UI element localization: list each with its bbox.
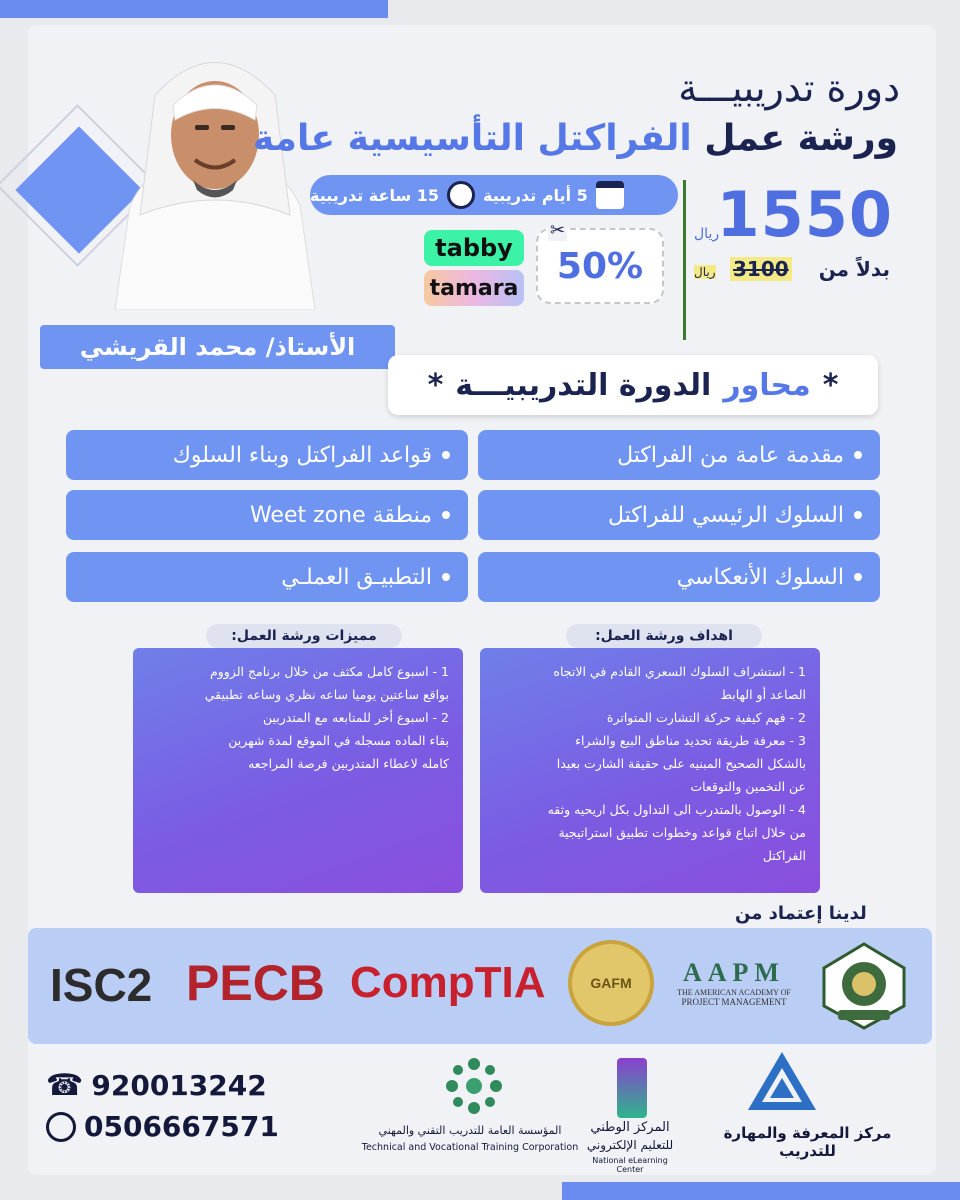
tvtc-name-ar: المؤسسة العامة للتدريب التقني والمهني <box>378 1124 562 1137</box>
instructor-photo <box>95 35 335 310</box>
feature-line: كامله لاعطاء المتدربين فرصة المراجعه <box>248 756 449 771</box>
goal-line: 4 - الوصول بالمتدرب الى التداول بكل اريحيه وثقه <box>547 802 806 817</box>
aapm-logo <box>664 958 804 1007</box>
axes-heading <box>388 355 878 415</box>
axes-heading-rest: الدورة التدريبيـــة <box>455 367 712 403</box>
goal-line: 1 - استشراف السلوك السعري القادم في الاتجاه <box>553 664 806 679</box>
phone-icon: ☎ <box>46 1068 84 1103</box>
axis-item-label: السلوك الرئيسي للفراكتل <box>607 502 844 528</box>
military-emblem <box>818 940 910 1032</box>
schedule-days: 5 أيام تدريبية <box>483 185 588 205</box>
axis-item-label: التطبيـق العملـي <box>281 564 432 590</box>
course-type: دورة تدريبيـــة <box>678 66 900 110</box>
star-icon: * <box>427 367 444 403</box>
goal-line: الفراكتل <box>762 848 806 863</box>
price-divider <box>683 180 686 340</box>
course-title <box>253 118 898 159</box>
axis-item <box>66 552 468 602</box>
whatsapp-number[interactable]: 0506667571 <box>84 1110 279 1143</box>
nelc-name-ar-2: للتعليم الإلكتروني <box>586 1138 674 1152</box>
old-price-value: 3100 <box>730 257 792 281</box>
tamara-label: tamara <box>429 275 519 301</box>
center-logo <box>746 1050 818 1112</box>
title-prefix: ورشة عمل <box>704 118 898 159</box>
discount-percent: 50% <box>556 245 644 287</box>
feature-line: 1 - اسبوع كامل مكثف من خلال برنامج الزووم <box>209 664 449 679</box>
nelc-logo <box>617 1058 647 1118</box>
star-icon: * <box>822 367 839 403</box>
phone-contact <box>46 1068 267 1103</box>
axes-heading-highlight: محاور <box>723 367 811 403</box>
scissors-icon: ✂ <box>550 220 566 241</box>
phone-number[interactable]: 920013242 <box>91 1069 267 1102</box>
price-currency: ريال <box>694 226 720 242</box>
axis-item <box>478 490 880 540</box>
tvtc-logo <box>440 1052 508 1120</box>
goal-line: الصاعد أو الهابط <box>720 687 806 702</box>
goal-line: من خلال اتباع قواعد وخطوات تطبيق استراتيجية <box>558 825 806 840</box>
accreditation-label: لدينا إعتماد من <box>735 903 867 924</box>
bullet-icon <box>442 511 450 519</box>
features-label: مميزات ورشة العمل: <box>206 624 402 648</box>
feature-line: بواقع ساعتين يوميا ساعه نظري وساعه تطبيقي <box>204 687 449 702</box>
bullet-icon <box>854 573 862 581</box>
tvtc-name-en: Technical and Vocational Training Corporation <box>361 1142 579 1153</box>
bottom-accent-bar <box>562 1182 960 1200</box>
tabby-logo <box>424 230 524 266</box>
whatsapp-icon <box>46 1112 76 1142</box>
old-price-label: بدلاً من <box>818 257 890 281</box>
bullet-icon <box>442 573 450 581</box>
old-price-block <box>690 255 900 287</box>
title-highlight: الفراكتل التأسيسية عامة <box>252 118 692 159</box>
instructor-name-tag <box>40 325 395 369</box>
comptia-logo: CompTIA <box>350 958 546 1007</box>
goal-line: عن التخمين والتوقعات <box>690 779 806 794</box>
bullet-icon <box>442 451 450 459</box>
axis-item <box>478 552 880 602</box>
axis-item <box>478 430 880 480</box>
pecb-logo: PECB <box>186 955 325 1011</box>
feature-line: بقاء الماده مسجله في الموقع لمدة شهرين <box>228 733 449 748</box>
features-card <box>133 648 463 893</box>
goal-line: 2 - فهم كيفية حركة التشارت المتواترة <box>606 710 806 725</box>
goals-label: اهداف ورشة العمل: <box>566 624 762 648</box>
bullet-icon <box>854 451 862 459</box>
price-current: 1550 <box>716 178 893 251</box>
aapm-subtitle-2: PROJECT MANAGEMENT <box>681 997 787 1007</box>
nelc-name-ar-1: المركز الوطني <box>590 1120 670 1135</box>
goals-card <box>480 648 820 893</box>
goal-line: 3 - معرفة طريقة تحديد مناطق البيع والشراء <box>575 733 806 748</box>
axis-item <box>66 490 468 540</box>
tamara-logo <box>424 270 524 306</box>
axis-item-label: السلوك الأنعكاسي <box>676 564 844 590</box>
clock-icon <box>447 181 475 209</box>
axis-item-label: قواعد الفراكتل وبناء السلوك <box>172 442 432 468</box>
price-block <box>690 178 905 251</box>
axis-item-label: منطقة Weet zone <box>249 502 432 528</box>
calendar-icon <box>596 181 624 209</box>
gafm-seal-text: GAFM <box>590 975 632 991</box>
old-price-currency: ريال <box>694 265 716 279</box>
schedule-pill <box>310 175 678 215</box>
isc2-logo: ISC2 <box>50 959 153 1011</box>
nelc-name-en: National eLearning Center <box>592 1156 668 1174</box>
center-name: مركز المعرفة والمهارة للتدريب <box>723 1124 892 1160</box>
aapm-letters: AAPM <box>683 958 785 987</box>
bullet-icon <box>854 511 862 519</box>
axis-item <box>66 430 468 480</box>
goal-line: بالشكل الصحيح المبنيه على حقيقة الشارت بعيدا <box>556 756 806 771</box>
gafm-seal <box>568 940 654 1026</box>
tabby-label: tabby <box>435 234 513 262</box>
schedule-hours: 15 ساعة تدريبية <box>310 185 440 205</box>
instructor-name: الأستاذ/ محمد القريشي <box>79 333 356 361</box>
whatsapp-contact <box>46 1110 279 1143</box>
axis-item-label: مقدمة عامة من الفراكتل <box>617 442 844 468</box>
top-accent-bar <box>0 0 388 18</box>
feature-line: 2 - اسبوع أخر للمتابعه مع المتدربين <box>263 710 449 725</box>
aapm-subtitle-1: THE AMERICAN ACADEMY OF <box>677 988 791 997</box>
